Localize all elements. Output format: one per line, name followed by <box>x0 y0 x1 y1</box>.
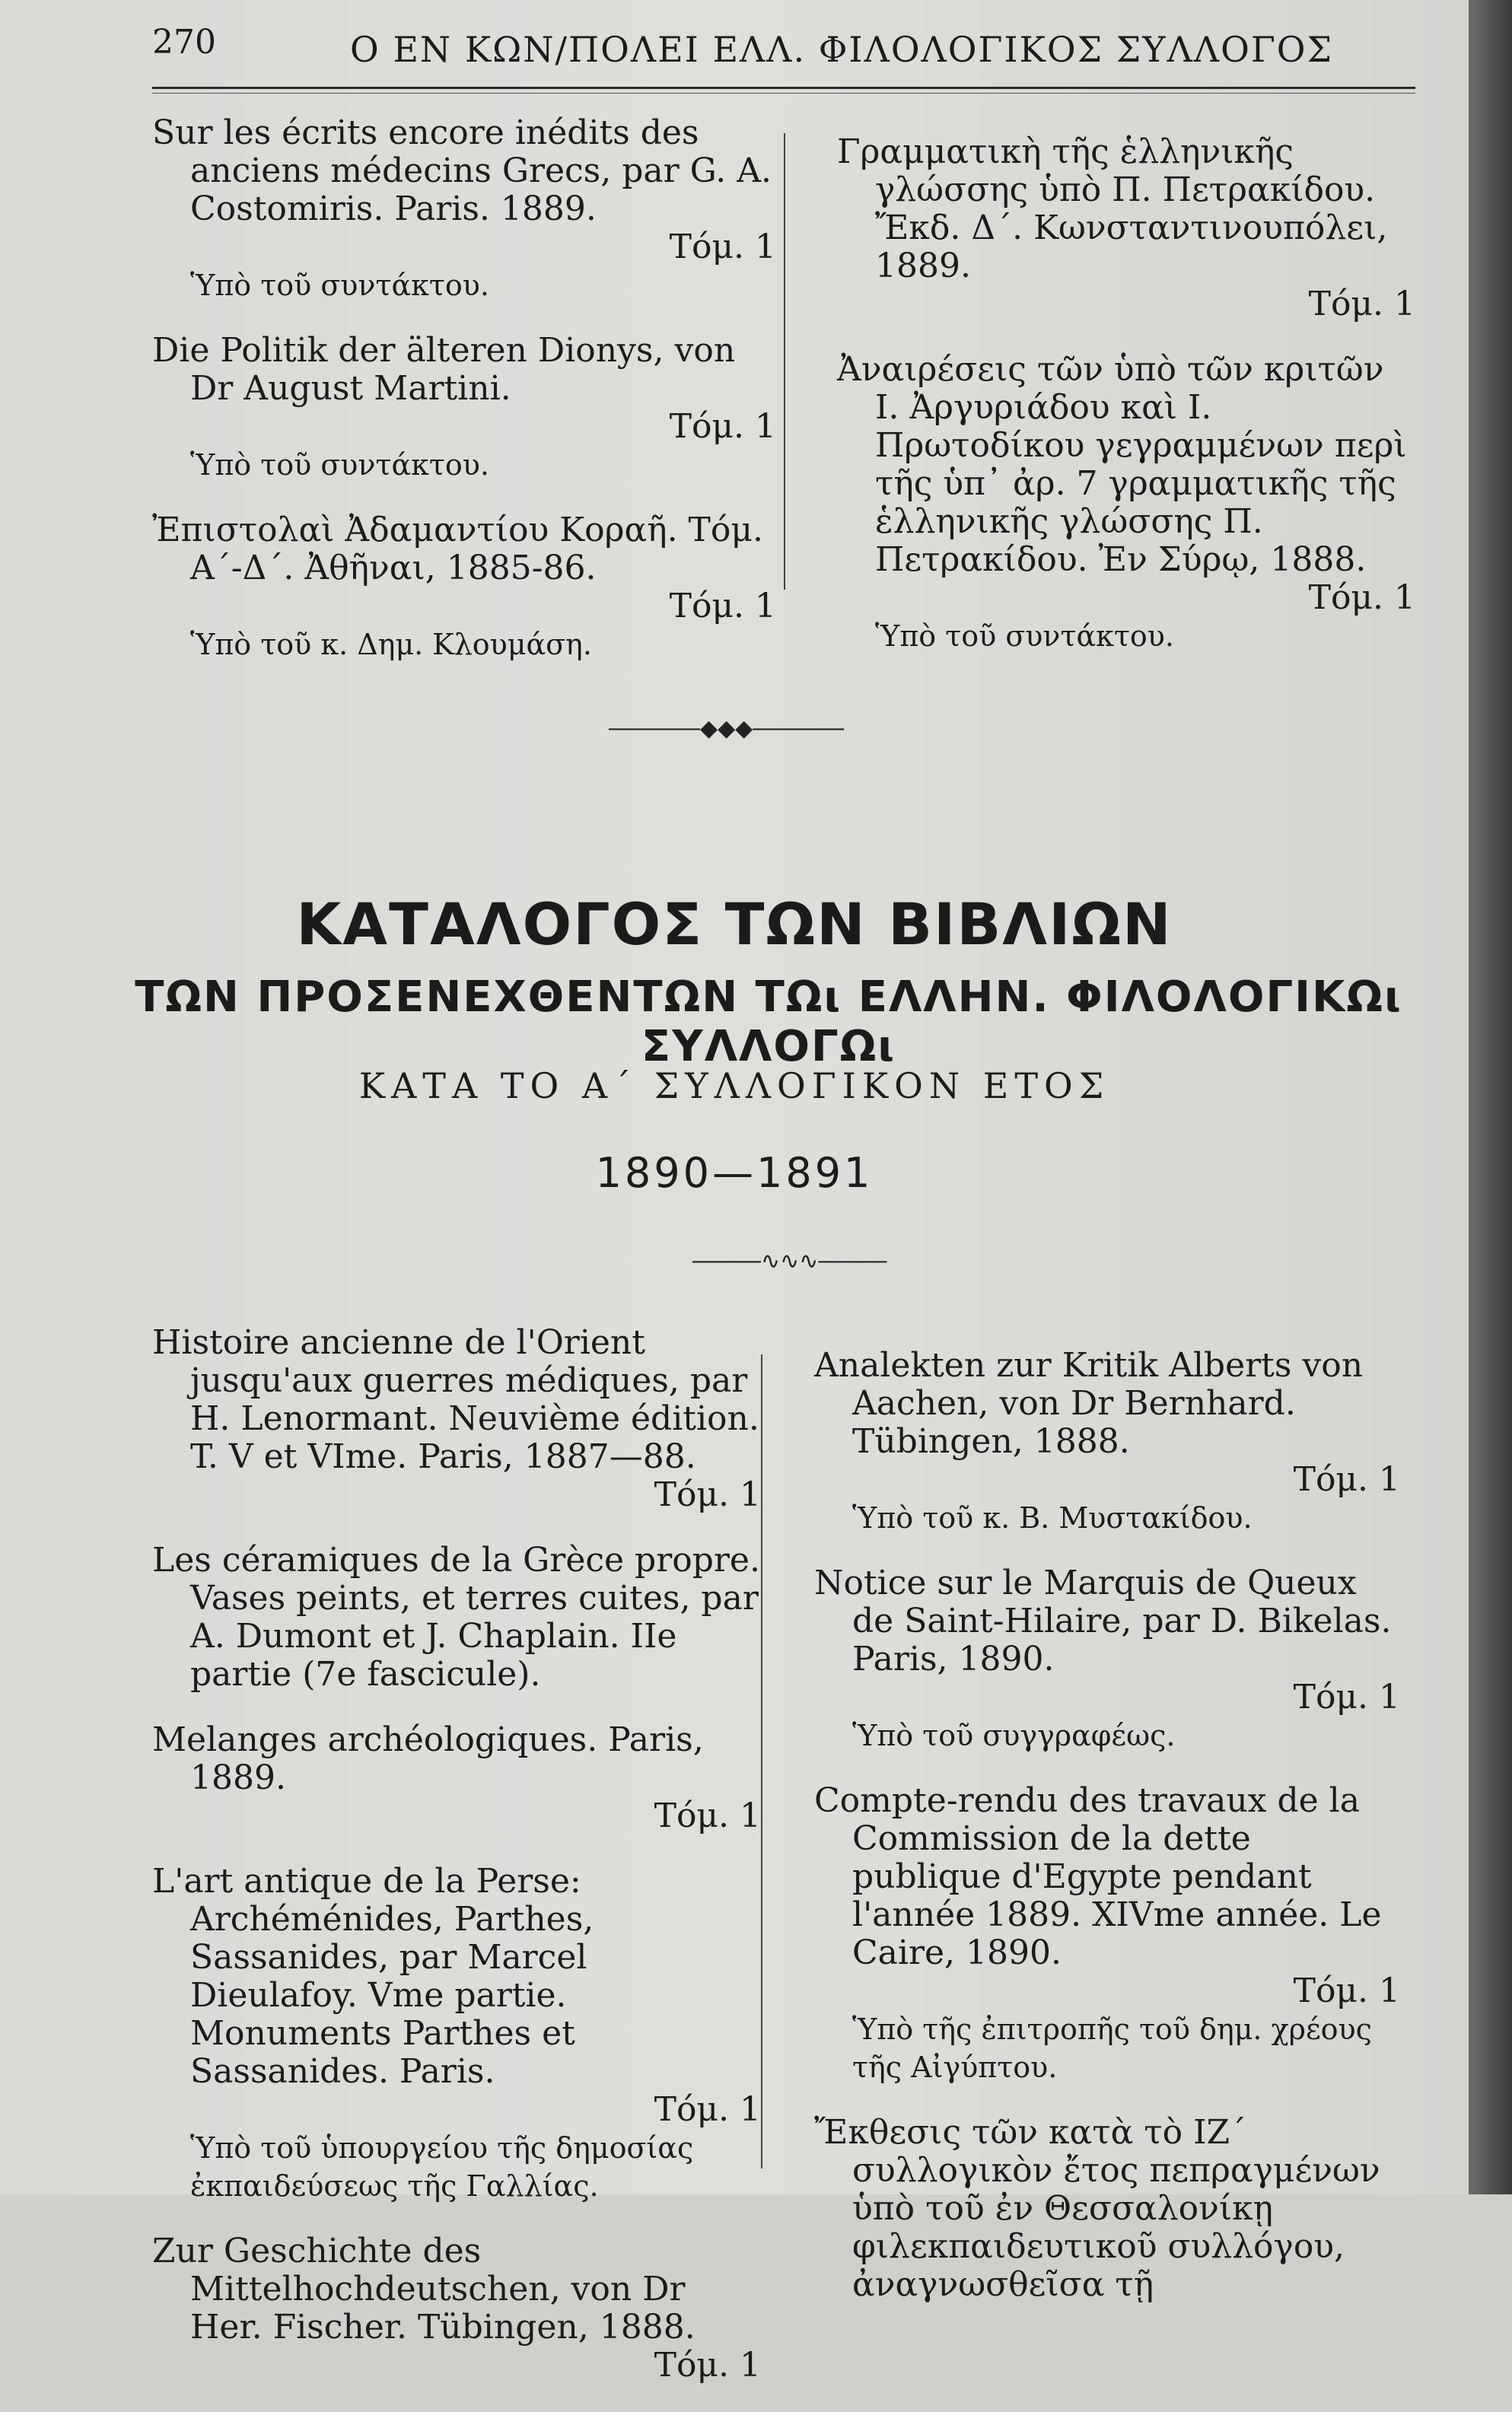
page-header <box>152 23 1400 99</box>
entry-volume-count: Τόμ. 1 <box>1293 1971 1400 2010</box>
entry-donor: Ὑπὸ τοῦ συγγραφέως. <box>852 1719 1176 1752</box>
book-gutter-edge <box>1469 0 1512 2194</box>
entry-title: Γραμματικὴ τῆς ἑλληνικῆς γλώσσης ὑπὸ Π. Πετρακίδου. Ἔκδ. Δ΄. Κωνσταντινουπόλει, 1889. <box>837 132 1388 285</box>
entry-title: Melanges archéologiques. Paris, 1889. <box>152 1720 704 1797</box>
entry-title: Compte-rendu des travaux de la Commission de la dette publique d'Egypte pendant l'année 1889. XIVme année. Le Caire, 1890. <box>814 1781 1382 1972</box>
entry-donor: Ὑπὸ τοῦ συντάκτου. <box>875 619 1174 653</box>
entry-donor: Ὑπὸ τοῦ συντάκτου. <box>190 269 489 302</box>
catalog-entry <box>837 351 1415 655</box>
entry-title: Ἐπιστολαὶ Ἀδαμαντίου Κοραῆ. Τόμ. Α΄-Δ΄. Ἀθῆναι, 1885-86. <box>152 511 763 587</box>
catalog-entry <box>152 511 776 663</box>
entry-title: Sur les écrits encore inédits des anciens médecins Grecs, par G. A. Costomiris. Paris. 1889. <box>152 113 772 228</box>
catalog-entry <box>152 1863 761 2205</box>
entry-title: Histoire ancienne de l'Orient jusqu'aux guerres médiques, par H. Lenormant. Neuvième édition. T. V et VIme. Paris, 1887—88. <box>152 1323 759 1476</box>
entry-donor: Ὑπὸ τοῦ συντάκτου. <box>190 448 489 482</box>
entry-title: Les céramiques de la Grèce propre. Vases peints, et terres cuites, par A. Dumont et J. Chaplain. IIe partie (7e fascicule). <box>152 1541 760 1694</box>
entry-donor: Ὑπὸ τῆς ἐπιτροπῆς τοῦ δημ. χρέους τῆς Αἰγύπτου. <box>852 2013 1372 2084</box>
entry-donor: Ὑπὸ τοῦ ὑπουργείου τῆς δημοσίας ἐκπαιδεύσεως τῆς Γαλλίας. <box>190 2131 694 2203</box>
bottom-right-column <box>814 1347 1400 2331</box>
entry-title: L'art antique de la Perse: Archéménides, Parthes, Sassanides, par Marcel Dieulafoy. Vme partie. Monuments Parthes et Sassanides. Paris. <box>152 1862 594 2091</box>
catalog-entry <box>814 2114 1400 2304</box>
entry-volume-count: Τόμ. 1 <box>654 1796 761 1835</box>
top-right-column <box>837 133 1415 683</box>
bottom-left-column <box>152 1324 761 2412</box>
catalog-entry <box>152 114 776 304</box>
ornament-rule: ――――◆◆◆―――― <box>609 715 845 742</box>
catalog-year-line: ΚΑΤΑ ΤΟ Α΄ ΣΥΛΛΟΓΙΚΟΝ ΕΤΟΣ <box>358 1065 1110 1106</box>
running-title: Ο ΕΝ ΚΩΝ/ΠΟΛΕΙ ΕΛΛ. ΦΙΛΟΛΟΓΙΚΟΣ ΣΥΛΛΟΓΟΣ <box>350 29 1333 70</box>
catalog-entry <box>152 2232 761 2385</box>
column-divider <box>784 133 785 590</box>
entry-donor: Ὑπὸ τοῦ κ. Δημ. Κλουμάση. <box>190 628 592 661</box>
ornament-rule: ―――∿∿∿――― <box>692 1248 887 1274</box>
entry-title: Ἀναιρέσεις τῶν ὑπὸ τῶν κριτῶν Ι. Ἀργυριάδου καὶ Ι. Πρωτοδίκου γεγραμμένων περὶ τῆς ὑπ᾽ ἀρ. 7 γραμματικῆς τῆς ἑλληνικῆς γλώσσης Π. Πετρακίδου. Ἐν Σύρῳ, 1888. <box>837 350 1407 579</box>
catalog-entry <box>814 1782 1400 2086</box>
entry-volume-count: Τόμ. 1 <box>1308 578 1415 617</box>
catalog-entry <box>152 1324 761 1514</box>
catalog-title: ΚΑΤΑΛΟΓΟΣ ΤΩΝ ΒΙΒΛΙΩΝ <box>296 890 1173 958</box>
page-number: 270 <box>152 23 216 62</box>
catalog-entry <box>814 1347 1400 1537</box>
catalog-entry <box>152 332 776 484</box>
entry-title: Zur Geschichte des Mittelhochdeutschen, von Dr Her. Fischer. Tübingen, 1888. <box>152 2232 696 2347</box>
header-rule <box>152 87 1415 89</box>
catalog-entry <box>837 133 1415 323</box>
entry-title: Analekten zur Kritik Alberts von Aachen, von Dr Bernhard. Tübingen, 1888. <box>814 1346 1364 1461</box>
header-rule <box>152 93 1415 94</box>
catalog-entry <box>814 1564 1400 1755</box>
catalog-entry <box>152 1721 761 1835</box>
column-divider <box>761 1354 762 2169</box>
entry-volume-count: Τόμ. 1 <box>1293 1460 1400 1499</box>
entry-volume-count: Τόμ. 1 <box>1293 1678 1400 1717</box>
entry-volume-count: Τόμ. 1 <box>654 2090 761 2129</box>
entry-volume-count: Τόμ. 1 <box>669 587 776 625</box>
entry-title: Ἔκθεσις τῶν κατὰ τὸ ΙΖ΄ συλλογικὸν ἔτος πεπραγμένων ὑπὸ τοῦ ἐν Θεσσαλονίκῃ φιλεκπαιδευτικοῦ συλλόγου, ἀναγνωσθεῖσα τῇ <box>814 2113 1380 2304</box>
entry-volume-count: Τόμ. 1 <box>669 407 776 446</box>
entry-donor: Ὑπὸ τοῦ κ. Β. Μυστακίδου. <box>852 1501 1253 1535</box>
entry-volume-count: Τόμ. 1 <box>1308 285 1415 323</box>
top-left-column <box>152 114 776 691</box>
catalog-subtitle: ΤΩΝ ΠΡΟΣΕΝΕΧΘΕΝΤΩΝ ΤΩι ΕΛΛΗΝ. ΦΙΛΟΛΟΓΙΚΩι ΣΥΛΛΟΓΩι <box>135 972 1402 1071</box>
catalog-entry <box>152 1542 761 1694</box>
entry-title: Notice sur le Marquis de Queux de Saint-Hilaire, par D. Bikelas. Paris, 1890. <box>814 1564 1392 1679</box>
entry-volume-count: Τόμ. 1 <box>669 228 776 266</box>
entry-volume-count: Τόμ. 1 <box>654 1475 761 1514</box>
entry-volume-count: Τόμ. 1 <box>654 2346 761 2385</box>
catalog-years: 1890—1891 <box>595 1149 874 1197</box>
entry-title: Die Politik der älteren Dionys, von Dr August Martini. <box>152 331 736 408</box>
